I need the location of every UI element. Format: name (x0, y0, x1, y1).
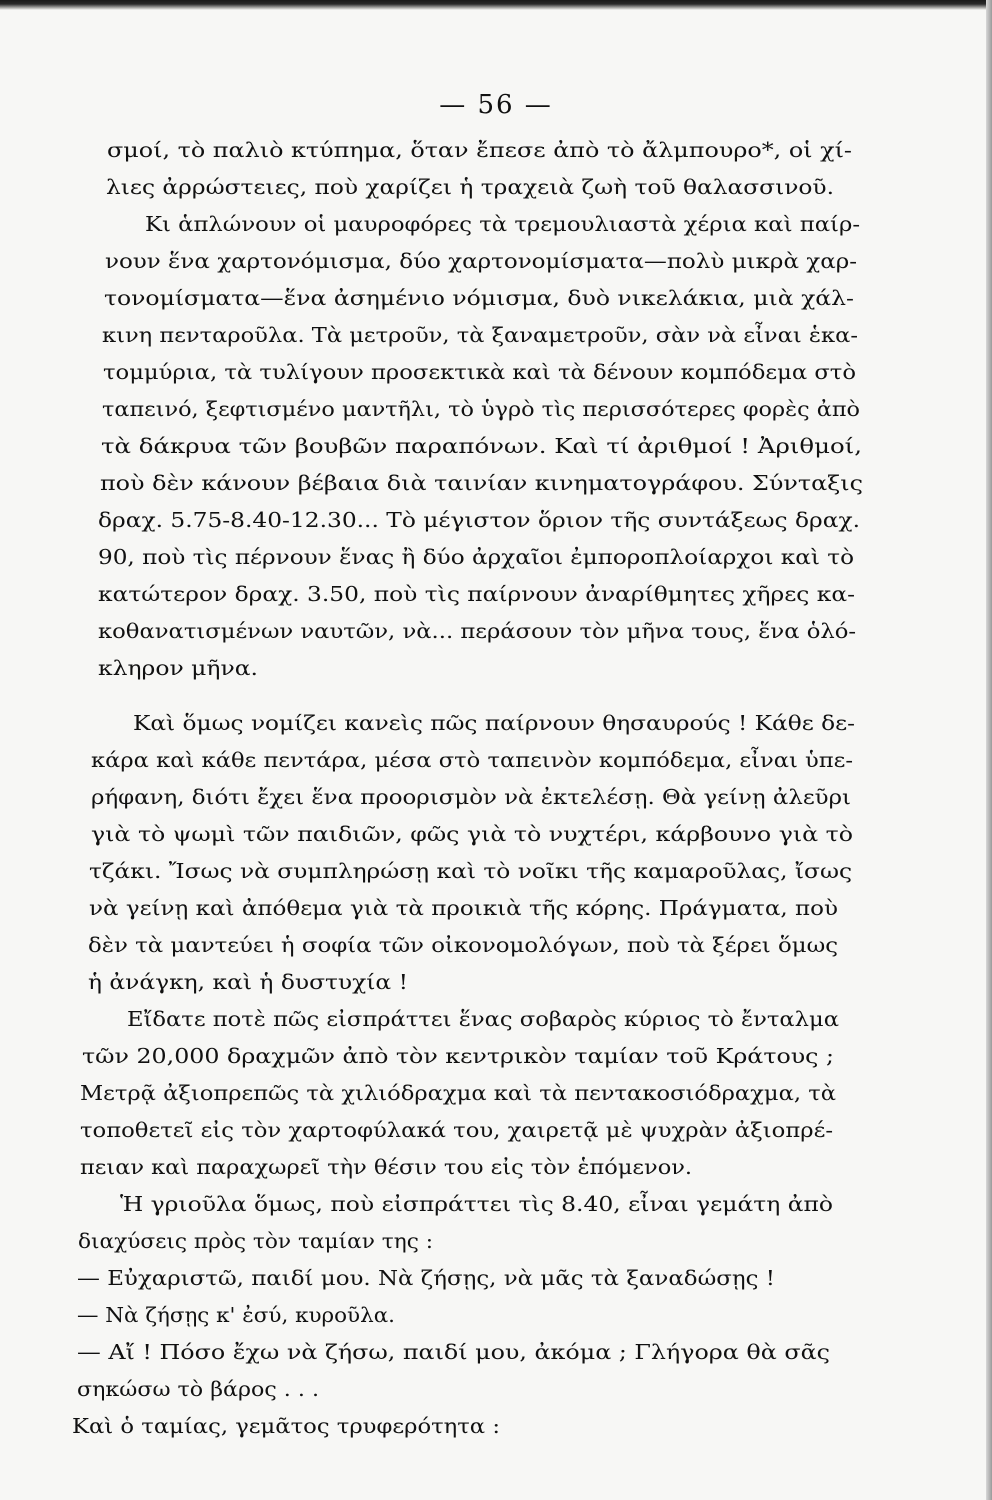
text-line: δὲν τὰ μαντεύει ἡ σοφία τῶν οἰκονομολόγων, ποὺ τὰ ξέρει ὅμως (88, 933, 838, 957)
text-line: δραχ. 5.75-8.40-12.30... Τὸ μέγιστον ὅριον τῆς συντάξεως δραχ. (98, 508, 860, 532)
text-line: Καὶ ὅμως νομίζει κανεὶς πῶς παίρνουν θησαυρούς ! Κάθε δε- (133, 711, 855, 735)
scan-right-edge (986, 0, 992, 1500)
text-line: σηκώσω τὸ βάρος . . . (77, 1377, 319, 1401)
text-line: κάρα καὶ κάθε πεντάρα, μέσα στὸ ταπεινὸν κομπόδεμα, εἶναι ὑπε- (91, 748, 853, 772)
page-number: — 56 — (439, 90, 553, 120)
text-line: — Αἴ ! Πόσο ἔχω νὰ ζήσω, παιδί μου, ἀκόμα ; Γλήγορα θὰ σᾶς (77, 1340, 830, 1364)
text-line: κατώτερον δραχ. 3.50, ποὺ τὶς παίρνουν ἀναρίθμητες χῆρες κα- (98, 582, 855, 606)
text-line: λιες ἀρρώστειες, ποὺ χαρίζει ἡ τραχειὰ ζωὴ τοῦ θαλασσινοῦ. (106, 175, 834, 199)
text-line: σμοί, τὸ παλιὸ κτύπημα, ὅταν ἔπεσε ἀπὸ τὸ ἄλμπουρο*, οἱ χί- (107, 138, 853, 162)
text-line: ἡ ἀνάγκη, καὶ ἡ δυστυχία ! (88, 970, 408, 994)
scan-top-edge (0, 0, 992, 10)
text-line: — Νὰ ζήσῃς κ' ἐσύ, κυροῦλα. (77, 1303, 395, 1327)
text-line: διαχύσεις πρὸς τὸν ταμίαν της : (78, 1229, 433, 1253)
text-line: τζάκι. Ἴσως νὰ συμπληρώσῃ καὶ τὸ νοῖκι τῆς καμαροῦλας, ἴσως (89, 859, 852, 883)
text-line: κληρον μῆνα. (98, 656, 258, 680)
text-line: — Εὐχαριστῶ, παιδί μου. Νὰ ζήσῃς, νὰ μᾶς τὰ ξαναδώσῃς ! (77, 1266, 775, 1290)
text-line: Μετρᾷ ἀξιοπρεπῶς τὰ χιλιόδραχμα καὶ τὰ πεντακοσιόδραχμα, τὰ (80, 1081, 837, 1105)
text-line: ταπεινό, ξεφτισμένο μαντῆλι, τὸ ὑγρὸ τὶς περισσότερες φορὲς ἀπὸ (102, 397, 860, 421)
text-line: Κι ἁπλώνουν οἱ μαυροφόρες τὰ τρεμουλιαστὰ χέρια καὶ παίρ- (145, 212, 860, 236)
text-line: γιὰ τὸ ψωμὶ τῶν παιδιῶν, φῶς γιὰ τὸ νυχτέρι, κάρβουνο γιὰ τὸ (91, 822, 853, 846)
text-line: 90, ποὺ τὶς πέρνουν ἕνας ἢ δύο ἀρχαῖοι ἐμποροπλοίαρχοι καὶ τὸ (98, 545, 854, 569)
text-line: τοποθετεῖ εἰς τὸν χαρτοφύλακά του, χαιρετᾷ μὲ ψυχρὰν ἀξιοπρέ- (80, 1118, 833, 1142)
text-line: κινη πενταροῦλα. Τὰ μετροῦν, τὰ ξαναμετροῦν, σὰν νὰ εἶναι ἑκα- (102, 323, 858, 347)
text-line: ποὺ δὲν κάνουν βέβαια διὰ ταινίαν κινηματογράφου. Σύνταξις (100, 471, 863, 495)
text-line: νουν ἕνα χαρτονόμισμα, δύο χαρτονομίσματα—πολὺ μικρὰ χαρ- (105, 249, 857, 273)
text-line: Καὶ ὁ ταμίας, γεμᾶτος τρυφερότητα : (72, 1414, 500, 1438)
text-line: τομμύρια, τὰ τυλίγουν προσεκτικὰ καὶ τὰ δένουν κομπόδεμα στὸ (103, 360, 856, 384)
text-line: τῶν 20,000 δραχμῶν ἀπὸ τὸν κεντρικὸν ταμίαν τοῦ Κράτους ; (82, 1044, 834, 1068)
text-line: Εἴδατε ποτὲ πῶς εἰσπράττει ἕνας σοβαρὸς κύριος τὸ ἔνταλμα (127, 1007, 840, 1031)
text-line: τονομίσματα—ἕνα ἀσημένιο νόμισμα, δυὸ νικελάκια, μιὰ χάλ- (104, 286, 854, 310)
text-line: νὰ γείνῃ καὶ ἀπόθεμα γιὰ τὰ προικιὰ τῆς κόρης. Πράγματα, ποὺ (89, 896, 838, 920)
text-line: ρήφανη, διότι ἔχει ἕνα προορισμὸν νὰ ἐκτελέσῃ. Θὰ γείνῃ ἀλεῦρι (91, 785, 851, 809)
text-line: Ἡ γριοῦλα ὅμως, ποὺ εἰσπράττει τὶς 8.40, εἶναι γεμάτη ἀπὸ (120, 1192, 833, 1216)
text-line: πειαν καὶ παραχωρεῖ τὴν θέσιν του εἰς τὸν ἑπόμενον. (80, 1155, 692, 1179)
text-line: τὰ δάκρυα τῶν βουβῶν παραπόνων. Καὶ τί ἀριθμοί ! Ἀριθμοί, (101, 434, 862, 458)
text-line: κοθανατισμένων ναυτῶν, νὰ... περάσουν τὸν μῆνα τους, ἕνα ὁλό- (98, 619, 856, 643)
